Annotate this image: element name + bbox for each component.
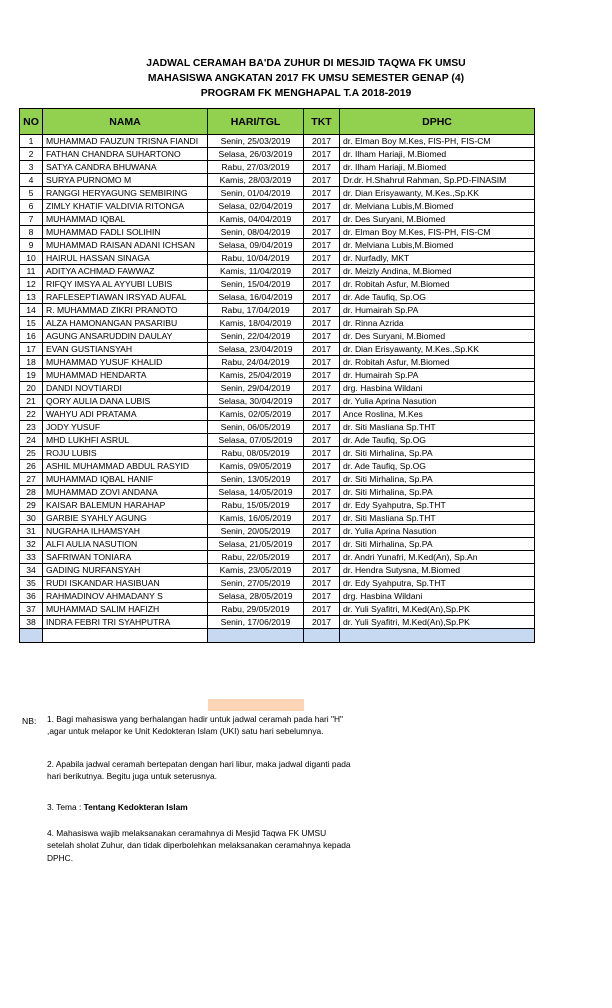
row-dphc: drg. Hasbina Wildani [340, 590, 535, 603]
table-row [20, 603, 535, 616]
row-hari-tgl: Rabu, 17/04/2019 [208, 304, 304, 317]
table-row [20, 395, 535, 408]
note-3-theme: Tentang Kedokteran Islam [83, 802, 188, 812]
row-nama: GARBIE SYAHLY AGUNG [43, 512, 208, 525]
row-hari-tgl: Selasa, 16/04/2019 [208, 291, 304, 304]
row-nama: MHD LUKHFI ASRUL [43, 434, 208, 447]
row-no: 35 [20, 577, 43, 590]
table-row [20, 551, 535, 564]
row-dphc: dr. Siti Mirhalina, Sp.PA [340, 486, 535, 499]
table-row [20, 304, 535, 317]
highlight-cell [208, 699, 304, 711]
row-dphc: dr. Elman Boy M.Kes, FIS-PH, FIS-CM [340, 226, 535, 239]
row-hari-tgl: Kamis, 09/05/2019 [208, 460, 304, 473]
row-hari-tgl: Senin, 29/04/2019 [208, 382, 304, 395]
row-no: 20 [20, 382, 43, 395]
row-hari-tgl: Selasa, 23/04/2019 [208, 343, 304, 356]
table-row [20, 187, 535, 200]
row-hari-tgl: Senin, 27/05/2019 [208, 577, 304, 590]
row-nama: HAIRUL HASSAN SINAGA [43, 252, 208, 265]
table-row [20, 590, 535, 603]
row-tkt: 2017 [304, 369, 340, 382]
row-tkt: 2017 [304, 486, 340, 499]
table-row [20, 499, 535, 512]
row-nama: MUHAMMAD YUSUF KHALID [43, 356, 208, 369]
row-no: 17 [20, 343, 43, 356]
row-nama: R. MUHAMMAD ZIKRI PRANOTO [43, 304, 208, 317]
row-hari-tgl: Kamis, 25/04/2019 [208, 369, 304, 382]
row-tkt: 2017 [304, 135, 340, 148]
row-nama: RANGGI HERYAGUNG SEMBIRING [43, 187, 208, 200]
table-row [20, 265, 535, 278]
row-nama: MUHAMMAD FADLI SOLIHIN [43, 226, 208, 239]
row-hari-tgl: Senin, 06/05/2019 [208, 421, 304, 434]
row-dphc: dr. Melviana Lubis,M.Biomed [340, 239, 535, 252]
row-no: 4 [20, 174, 43, 187]
row-tkt: 2017 [304, 564, 340, 577]
row-tkt: 2017 [304, 226, 340, 239]
row-nama: MUHAMMAD FAUZUN TRISNA FIANDI [43, 135, 208, 148]
table-row [20, 226, 535, 239]
document-title [0, 56, 612, 101]
row-nama: SAFRIWAN TONIARA [43, 551, 208, 564]
row-dphc: dr. Edy Syahputra, Sp.THT [340, 577, 535, 590]
row-hari-tgl: Rabu, 08/05/2019 [208, 447, 304, 460]
table-row [20, 291, 535, 304]
row-no: 23 [20, 421, 43, 434]
row-hari-tgl: Selasa, 26/03/2019 [208, 148, 304, 161]
row-hari-tgl: Selasa, 21/05/2019 [208, 538, 304, 551]
row-nama: RAHMADINOV AHMADANY S [43, 590, 208, 603]
empty-cell [43, 629, 208, 643]
row-hari-tgl: Senin, 22/04/2019 [208, 330, 304, 343]
row-tkt: 2017 [304, 304, 340, 317]
table-row [20, 317, 535, 330]
row-no: 22 [20, 408, 43, 421]
row-hari-tgl: Selasa, 28/05/2019 [208, 590, 304, 603]
row-dphc: dr. Siti Mirhalina, Sp.PA [340, 473, 535, 486]
row-tkt: 2017 [304, 382, 340, 395]
table-row [20, 161, 535, 174]
table-row [20, 343, 535, 356]
row-hari-tgl: Rabu, 29/05/2019 [208, 603, 304, 616]
table-row [20, 278, 535, 291]
row-no: 32 [20, 538, 43, 551]
row-dphc: dr. Robitah Asfur, M.Biomed [340, 278, 535, 291]
row-no: 14 [20, 304, 43, 317]
table-row [20, 447, 535, 460]
row-no: 28 [20, 486, 43, 499]
row-dphc: dr. Ade Taufiq, Sp.OG [340, 460, 535, 473]
row-hari-tgl: Senin, 13/05/2019 [208, 473, 304, 486]
row-nama: AGUNG ANSARUDDIN DAULAY [43, 330, 208, 343]
column-header-no: NO [20, 109, 43, 135]
table-row [20, 330, 535, 343]
row-hari-tgl: Senin, 20/05/2019 [208, 525, 304, 538]
row-dphc: dr. Melviana Lubis,M.Biomed [340, 200, 535, 213]
row-dphc: dr. Yulia Aprina Nasution [340, 525, 535, 538]
row-tkt: 2017 [304, 161, 340, 174]
row-hari-tgl: Selasa, 07/05/2019 [208, 434, 304, 447]
row-dphc: dr. Rinna Azrida [340, 317, 535, 330]
table-row [20, 252, 535, 265]
empty-cell [304, 629, 340, 643]
table-row [20, 174, 535, 187]
schedule-table [19, 108, 535, 643]
row-dphc: drg. Hasbina Wildani [340, 382, 535, 395]
row-tkt: 2017 [304, 460, 340, 473]
row-no: 2 [20, 148, 43, 161]
row-nama: RUDI ISKANDAR HASIBUAN [43, 577, 208, 590]
row-dphc: dr. Humairah Sp.PA [340, 304, 535, 317]
row-nama: SURYA PURNOMO M [43, 174, 208, 187]
row-nama: KAISAR BALEMUN HARAHAP [43, 499, 208, 512]
note-4: 4. Mahasiswa wajib melaksanakan ceramahnya di Mesjid Taqwa FK UMSU setelah sholat Zuhur, dan tidak diperbolehkan melaksanakan ceramahnya kepada DPHC. [47, 828, 351, 863]
row-dphc: dr. Siti Masliana Sp.THT [340, 512, 535, 525]
row-dphc: dr. Des Suryani, M.Biomed [340, 330, 535, 343]
table-row [20, 564, 535, 577]
row-nama: DANDI NOVTIARDI [43, 382, 208, 395]
row-nama: NUGRAHA ILHAMSYAH [43, 525, 208, 538]
row-dphc: dr. Ilham Hariaji, M.Biomed [340, 161, 535, 174]
notes-label: NB: [22, 716, 37, 726]
table-row [20, 577, 535, 590]
row-dphc: dr. Ade Taufiq, Sp.OG [340, 291, 535, 304]
row-dphc: dr. Dian Erisyawanty, M.Kes.,Sp.KK [340, 343, 535, 356]
table-row [20, 460, 535, 473]
row-tkt: 2017 [304, 408, 340, 421]
table-row [20, 148, 535, 161]
row-hari-tgl: Rabu, 10/04/2019 [208, 252, 304, 265]
row-dphc: dr. Elman Boy M.Kes, FIS-PH, FIS-CM [340, 135, 535, 148]
column-header-dphc: DPHC [340, 109, 535, 135]
row-tkt: 2017 [304, 577, 340, 590]
table-row [20, 473, 535, 486]
row-nama: MUHAMMAD HENDARTA [43, 369, 208, 382]
table-row [20, 213, 535, 226]
title-line-2: MAHASISWA ANGKATAN 2017 FK UMSU SEMESTER GENAP (4) [147, 73, 465, 84]
row-no: 6 [20, 200, 43, 213]
row-no: 12 [20, 278, 43, 291]
row-tkt: 2017 [304, 551, 340, 564]
note-1: 1. Bagi mahasiswa yang berhalangan hadir untuk jadwal ceramah pada hari "H" ,agar untuk melapor ke Unit Kedokteran Islam (UKI) satu hari sebelumnya. [47, 714, 343, 737]
note-2: 2. Apabila jadwal ceramah bertepatan dengan hari libur, maka jadwal diganti pada hari berikutnya. Begitu juga untuk seterusnya. [47, 759, 351, 782]
row-no: 1 [20, 135, 43, 148]
row-tkt: 2017 [304, 538, 340, 551]
row-nama: WAHYU ADI PRATAMA [43, 408, 208, 421]
table-row [20, 408, 535, 421]
row-nama: JODY YUSUF [43, 421, 208, 434]
row-dphc: dr. Ilham Hariaji, M.Biomed [340, 148, 535, 161]
title-line-1: JADWAL CERAMAH BA'DA ZUHUR DI MESJID TAQWA FK UMSU [146, 58, 466, 69]
row-hari-tgl: Rabu, 15/05/2019 [208, 499, 304, 512]
row-tkt: 2017 [304, 239, 340, 252]
row-tkt: 2017 [304, 395, 340, 408]
row-hari-tgl: Senin, 01/04/2019 [208, 187, 304, 200]
row-no: 21 [20, 395, 43, 408]
row-tkt: 2017 [304, 148, 340, 161]
row-tkt: 2017 [304, 499, 340, 512]
row-nama: MUHAMMAD RAISAN ADANI ICHSAN [43, 239, 208, 252]
row-nama: SATYA CANDRA BHUWANA [43, 161, 208, 174]
row-hari-tgl: Kamis, 02/05/2019 [208, 408, 304, 421]
row-no: 37 [20, 603, 43, 616]
row-nama: ALFI AULIA NASUTION [43, 538, 208, 551]
row-nama: RIFQY IMSYA AL AYYUBI LUBIS [43, 278, 208, 291]
note-3 [47, 801, 352, 813]
row-tkt: 2017 [304, 291, 340, 304]
row-no: 13 [20, 291, 43, 304]
row-no: 24 [20, 434, 43, 447]
row-tkt: 2017 [304, 421, 340, 434]
row-no: 3 [20, 161, 43, 174]
row-no: 10 [20, 252, 43, 265]
row-no: 30 [20, 512, 43, 525]
row-hari-tgl: Kamis, 11/04/2019 [208, 265, 304, 278]
row-hari-tgl: Kamis, 18/04/2019 [208, 317, 304, 330]
row-no: 19 [20, 369, 43, 382]
row-no: 36 [20, 590, 43, 603]
row-dphc: Dr.dr. H.Shahrul Rahman, Sp.PD-FINASIM [340, 174, 535, 187]
row-no: 31 [20, 525, 43, 538]
row-hari-tgl: Selasa, 02/04/2019 [208, 200, 304, 213]
row-no: 34 [20, 564, 43, 577]
row-dphc: dr. Nurfadly, MKT [340, 252, 535, 265]
empty-cell [20, 629, 43, 643]
row-nama: MUHAMMAD ZOVI ANDANA [43, 486, 208, 499]
row-hari-tgl: Rabu, 24/04/2019 [208, 356, 304, 369]
row-tkt: 2017 [304, 512, 340, 525]
column-header-nama: NAMA [43, 109, 208, 135]
row-dphc: dr. Humairah Sp.PA [340, 369, 535, 382]
row-hari-tgl: Selasa, 14/05/2019 [208, 486, 304, 499]
row-no: 29 [20, 499, 43, 512]
row-dphc: dr. Andri Yunafri, M.Ked(An), Sp.An [340, 551, 535, 564]
row-no: 16 [20, 330, 43, 343]
row-dphc: dr. Meizly Andina, M.Biomed [340, 265, 535, 278]
row-hari-tgl: Kamis, 04/04/2019 [208, 213, 304, 226]
row-no: 15 [20, 317, 43, 330]
table-row [20, 135, 535, 148]
table-row [20, 512, 535, 525]
row-tkt: 2017 [304, 603, 340, 616]
table-header-row [20, 109, 535, 135]
row-no: 9 [20, 239, 43, 252]
row-hari-tgl: Senin, 08/04/2019 [208, 226, 304, 239]
row-hari-tgl: Kamis, 28/03/2019 [208, 174, 304, 187]
table-row [20, 200, 535, 213]
row-tkt: 2017 [304, 265, 340, 278]
row-tkt: 2017 [304, 616, 340, 629]
row-dphc: dr. Dian Erisyawanty, M.Kes.,Sp.KK [340, 187, 535, 200]
row-dphc: dr. Robitah Asfur, M.Biomed [340, 356, 535, 369]
column-header-hari-tgl: HARI/TGL [208, 109, 304, 135]
row-tkt: 2017 [304, 447, 340, 460]
row-hari-tgl: Senin, 17/06/2019 [208, 616, 304, 629]
row-tkt: 2017 [304, 525, 340, 538]
row-nama: QORY AULIA DANA LUBIS [43, 395, 208, 408]
row-nama: MUHAMMAD SALIM HAFIZH [43, 603, 208, 616]
row-tkt: 2017 [304, 356, 340, 369]
row-no: 7 [20, 213, 43, 226]
row-nama: GADING NURFANSYAH [43, 564, 208, 577]
title-line-3: PROGRAM FK MENGHAPAL T.A 2018-2019 [200, 88, 412, 99]
row-nama: INDRA FEBRI TRI SYAHPUTRA [43, 616, 208, 629]
row-nama: MUHAMMAD IQBAL HANIF [43, 473, 208, 486]
row-nama: ASHIL MUHAMMAD ABDUL RASYID [43, 460, 208, 473]
row-hari-tgl: Rabu, 27/03/2019 [208, 161, 304, 174]
row-dphc: dr. Yuli Syafitri, M.Ked(An),Sp.PK [340, 603, 535, 616]
row-nama: RAFLESEPTIAWAN IRSYAD AUFAL [43, 291, 208, 304]
row-hari-tgl: Senin, 15/04/2019 [208, 278, 304, 291]
table-row [20, 616, 535, 629]
row-tkt: 2017 [304, 187, 340, 200]
row-tkt: 2017 [304, 343, 340, 356]
column-header-tkt: TKT [304, 109, 340, 135]
row-tkt: 2017 [304, 590, 340, 603]
table-row [20, 525, 535, 538]
row-hari-tgl: Rabu, 22/05/2019 [208, 551, 304, 564]
row-dphc: dr. Siti Mirhalina, Sp.PA [340, 538, 535, 551]
row-dphc: dr. Ade Taufiq, Sp.OG [340, 434, 535, 447]
table-row-empty [20, 629, 535, 643]
row-hari-tgl: Kamis, 16/05/2019 [208, 512, 304, 525]
row-nama: ADITYA ACHMAD FAWWAZ [43, 265, 208, 278]
row-hari-tgl: Kamis, 23/05/2019 [208, 564, 304, 577]
row-tkt: 2017 [304, 278, 340, 291]
row-dphc: dr. Yuli Syafitri, M.Ked(An),Sp.PK [340, 616, 535, 629]
row-dphc: Ance Roslina, M.Kes [340, 408, 535, 421]
table-row [20, 239, 535, 252]
row-no: 33 [20, 551, 43, 564]
row-hari-tgl: Senin, 25/03/2019 [208, 135, 304, 148]
row-nama: MUHAMMAD IQBAL [43, 213, 208, 226]
row-dphc: dr. Hendra Sutysna, M.Biomed [340, 564, 535, 577]
note-3-prefix: 3. Tema : [47, 802, 84, 812]
row-nama: ROJU LUBIS [43, 447, 208, 460]
table-row [20, 538, 535, 551]
row-nama: EVAN GUSTIANSYAH [43, 343, 208, 356]
row-tkt: 2017 [304, 473, 340, 486]
row-no: 11 [20, 265, 43, 278]
row-dphc: dr. Yulia Aprina Nasution [340, 395, 535, 408]
row-no: 8 [20, 226, 43, 239]
table-row [20, 421, 535, 434]
row-no: 26 [20, 460, 43, 473]
table-row [20, 486, 535, 499]
row-dphc: dr. Des Suryani, M.Biomed [340, 213, 535, 226]
row-no: 5 [20, 187, 43, 200]
row-tkt: 2017 [304, 252, 340, 265]
row-dphc: dr. Siti Masliana Sp.THT [340, 421, 535, 434]
row-tkt: 2017 [304, 213, 340, 226]
row-hari-tgl: Selasa, 30/04/2019 [208, 395, 304, 408]
empty-cell [340, 629, 535, 643]
row-no: 25 [20, 447, 43, 460]
row-dphc: dr. Siti Mirhalina, Sp.PA [340, 447, 535, 460]
table-row [20, 382, 535, 395]
row-no: 38 [20, 616, 43, 629]
table-body [20, 135, 535, 643]
row-nama: FATHAN CHANDRA SUHARTONO [43, 148, 208, 161]
table-row [20, 369, 535, 382]
row-tkt: 2017 [304, 174, 340, 187]
row-dphc: dr. Edy Syahputra, Sp.THT [340, 499, 535, 512]
row-no: 27 [20, 473, 43, 486]
row-no: 18 [20, 356, 43, 369]
row-nama: ALZA HAMONANGAN PASARIBU [43, 317, 208, 330]
row-nama: ZIMLY KHATIF VALDIVIA RITONGA [43, 200, 208, 213]
row-tkt: 2017 [304, 317, 340, 330]
table-row [20, 434, 535, 447]
row-tkt: 2017 [304, 200, 340, 213]
row-tkt: 2017 [304, 434, 340, 447]
empty-cell [208, 629, 304, 643]
table-row [20, 356, 535, 369]
row-hari-tgl: Selasa, 09/04/2019 [208, 239, 304, 252]
row-tkt: 2017 [304, 330, 340, 343]
